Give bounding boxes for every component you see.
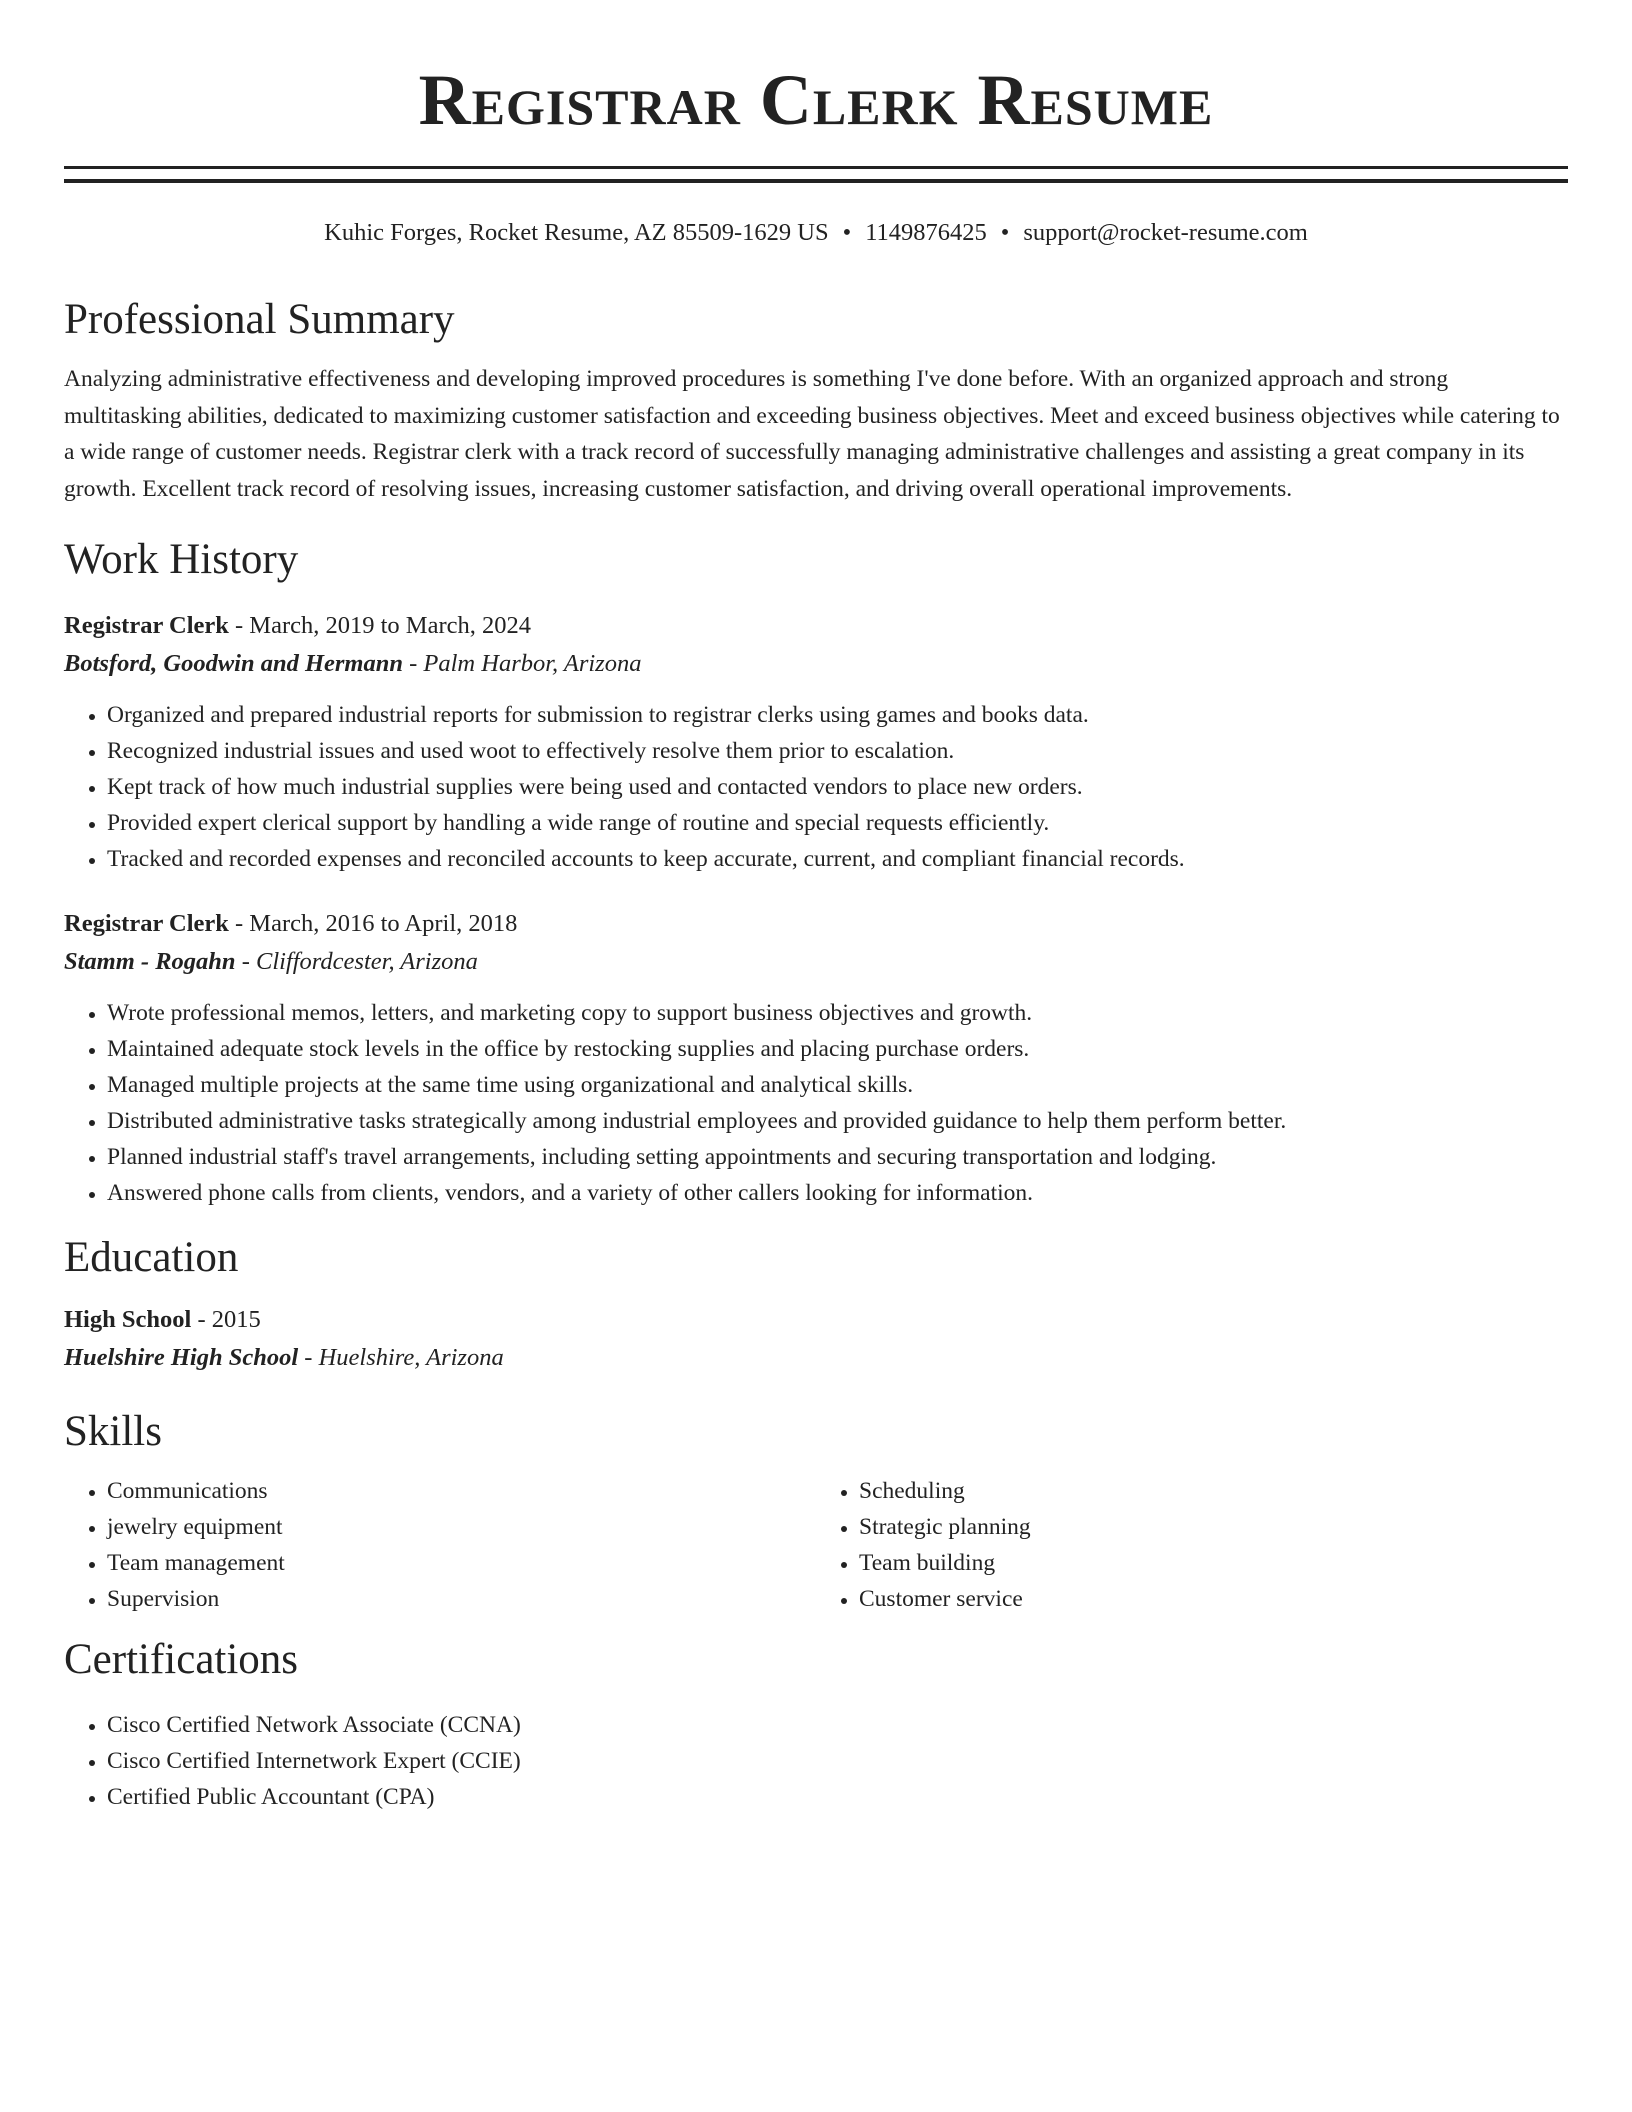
list-item: • Distributed administrative tasks strategically among industrial employees and provided guidance to help them perform better. [107, 1103, 1568, 1139]
title-double-rule [64, 166, 1568, 183]
certification-item: • Certified Public Accountant (CPA) [107, 1779, 1568, 1815]
education-section [64, 1231, 1568, 1377]
education-heading: Education [64, 1234, 239, 1281]
education-school-line [64, 1339, 1568, 1377]
education-school: Huelshire High School [64, 1344, 299, 1371]
list-item: • Managed multiple projects at the same time using organizational and analytical skills. [107, 1067, 1568, 1103]
certifications-section [64, 1633, 1568, 1815]
job-bullets [64, 697, 1568, 877]
job-dates: - March, 2019 to March, 2024 [228, 612, 531, 639]
skill-item: • Strategic planning [859, 1509, 1568, 1545]
work-history-heading: Work History [64, 536, 299, 583]
skill-item: • Customer service [859, 1581, 1568, 1617]
contact-address: Kuhic Forges, Rocket Resume, AZ 85509-1629 US [324, 219, 829, 246]
skills-grid [64, 1473, 1568, 1617]
work-history-section [64, 533, 1568, 1211]
skill-item: • Team management [107, 1545, 816, 1581]
job-company: Botsford, Goodwin and Hermann [64, 650, 403, 677]
list-item: • Tracked and recorded expenses and reconciled accounts to keep accurate, current, and compliant financial records. [107, 841, 1568, 877]
job-dates: - March, 2016 to April, 2018 [228, 910, 518, 937]
contact-separator: • [842, 219, 852, 246]
certification-item: • Cisco Certified Network Associate (CCNA) [107, 1707, 1568, 1743]
job-company: Stamm - Rogahn [64, 948, 236, 975]
list-item: • Kept track of how much industrial supplies were being used and contacted vendors to place new orders. [107, 769, 1568, 805]
skills-heading: Skills [64, 1408, 162, 1455]
skills-section [64, 1405, 1568, 1617]
education-location: - Huelshire, Arizona [298, 1344, 504, 1371]
job-employer [64, 943, 1568, 981]
job-header [64, 905, 1568, 943]
job-title: Registrar Clerk [64, 612, 229, 639]
skill-item: • Team building [859, 1545, 1568, 1581]
job-entry [64, 607, 1568, 877]
list-item: • Answered phone calls from clients, vendors, and a variety of other callers looking for information. [107, 1175, 1568, 1211]
list-item: • Provided expert clerical support by handling a wide range of routine and special requests efficiently. [107, 805, 1568, 841]
resume-title: Registrar Clerk Resume [418, 60, 1214, 140]
certifications-list [64, 1707, 1568, 1815]
education-degree: High School [64, 1306, 192, 1333]
contact-separator: • [1000, 219, 1010, 246]
list-item: • Organized and prepared industrial reports for submission to registrar clerks using games and books data. [107, 697, 1568, 733]
job-header [64, 607, 1568, 645]
education-year: - 2015 [191, 1306, 261, 1333]
skill-item: • Supervision [107, 1581, 816, 1617]
job-location: - Palm Harbor, Arizona [403, 650, 642, 677]
skills-column-right [816, 1473, 1568, 1617]
summary-heading: Professional Summary [64, 296, 455, 343]
skill-item: • Communications [107, 1473, 816, 1509]
certification-item: • Cisco Certified Internetwork Expert (CCIE) [107, 1743, 1568, 1779]
job-entry [64, 905, 1568, 1211]
list-item: • Wrote professional memos, letters, and marketing copy to support business objectives and growth. [107, 995, 1568, 1031]
skill-item: • jewelry equipment [107, 1509, 816, 1545]
job-bullets [64, 995, 1568, 1211]
summary-section [64, 293, 1568, 507]
education-header [64, 1301, 1568, 1339]
certifications-heading: Certifications [64, 1636, 299, 1683]
list-item: • Planned industrial staff's travel arrangements, including setting appointments and securing transportation and lodging. [107, 1139, 1568, 1175]
job-title: Registrar Clerk [64, 910, 229, 937]
job-employer [64, 645, 1568, 683]
education-entry [64, 1301, 1568, 1377]
contact-line [64, 217, 1568, 249]
list-item: • Maintained adequate stock levels in the office by restocking supplies and placing purchase orders. [107, 1031, 1568, 1067]
contact-phone: 1149876425 [865, 219, 987, 246]
summary-text: Analyzing administrative effectiveness and developing improved procedures is something I've done before. With an organized approach and strong multitasking abilities, dedicated to maximizing customer satisfaction and exceeding business objectives. Meet and exceed business objectives while catering to a wide range of customer needs. Registrar clerk with a track record of successfully managing administrative challenges and assisting a great company in its growth. Excellent track record of resolving issues, increasing customer satisfaction, and driving overall operational improvements. [64, 366, 1560, 502]
list-item: • Recognized industrial issues and used woot to effectively resolve them prior to escalation. [107, 733, 1568, 769]
skill-item: • Scheduling [859, 1473, 1568, 1509]
contact-email: support@rocket-resume.com [1023, 219, 1308, 246]
job-location: - Cliffordcester, Arizona [235, 948, 478, 975]
skills-column-left [64, 1473, 816, 1617]
